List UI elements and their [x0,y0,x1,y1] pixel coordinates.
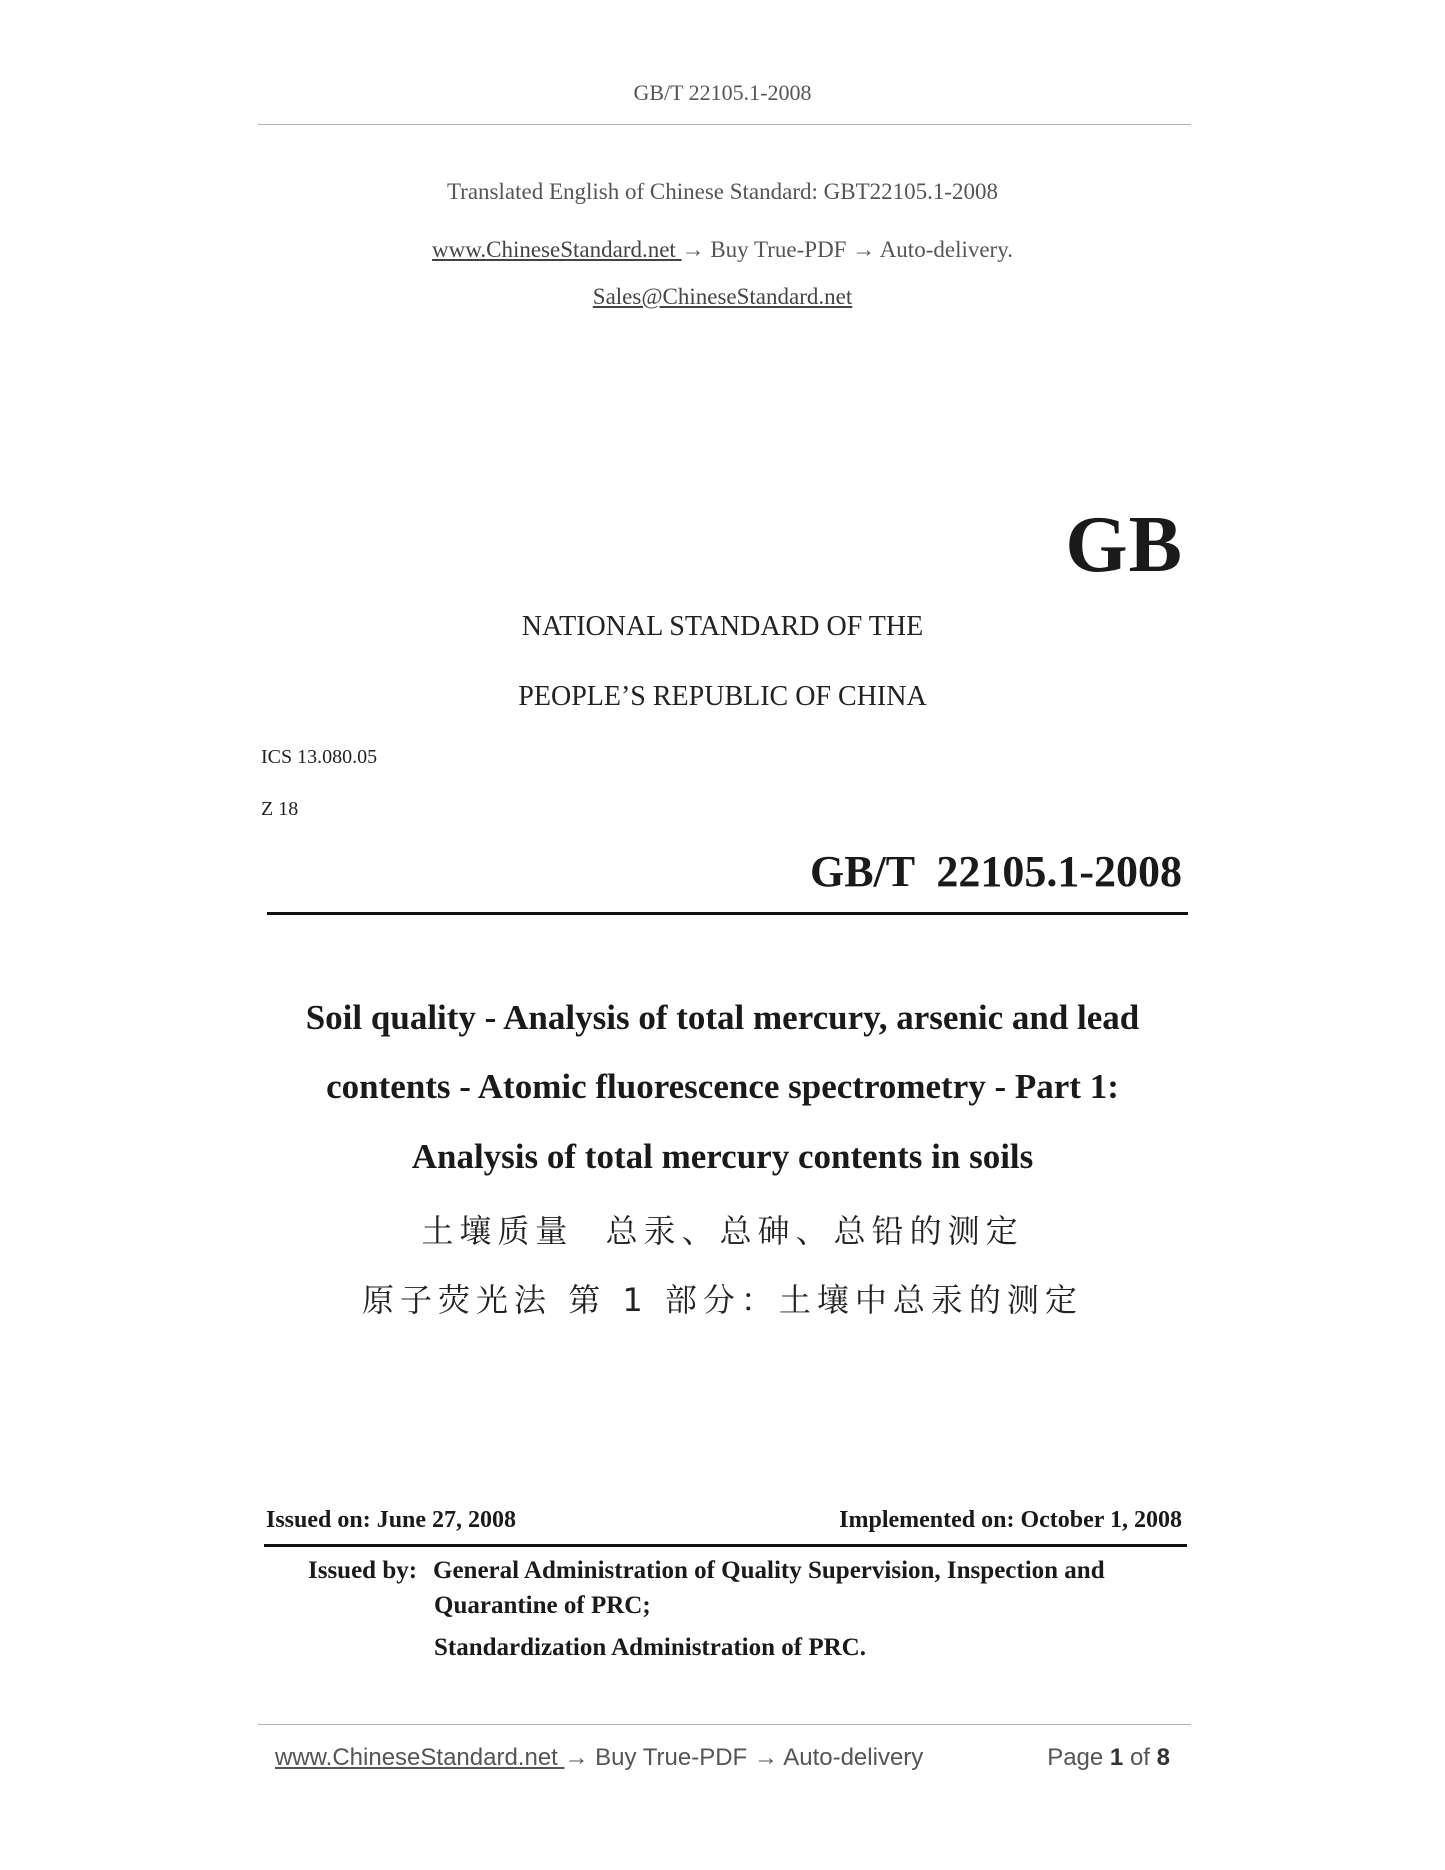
sales-email-link[interactable]: Sales@ChineseStandard.net [592,284,853,309]
purchase-line [0,237,1445,263]
buy-text: → Buy True-PDF → Auto-delivery. [681,237,1013,262]
national-standard-line2: PEOPLE’S REPUBLIC OF CHINA [518,681,927,712]
title-en-line1: Soil quality - Analysis of total mercury, arsenic and lead [305,998,1140,1037]
title-cn-line1: 土壤质量 总汞、总砷、总铅的测定 [421,1212,1024,1250]
title-en-line2: contents - Atomic fluorescence spectrometry - Part 1: [326,1067,1119,1106]
of-label: of [1129,1744,1150,1771]
dates-divider [264,1544,1187,1547]
site-link[interactable]: www.ChineseStandard.net [432,237,682,262]
title-en-line3: Analysis of total mercury contents in soils [411,1137,1034,1176]
ccs-code: Z 18 [261,798,299,820]
implemented-on-date: Implemented on: October 1, 2008 [839,1507,1182,1533]
translated-notice: Translated English of Chinese Standard: GBT22105.1-2008 [446,179,999,204]
footer-site-link[interactable]: www.ChineseStandard.net [275,1744,565,1771]
page-label: Page [1047,1744,1104,1771]
page-indicator [1047,1744,1170,1772]
footer-buy-text: → Buy True-PDF → Auto-delivery [564,1744,924,1771]
issuer-line1: General Administration of Quality Supervision, Inspection and [433,1557,1105,1584]
standard-code: GB/T 22105.1-2008 [809,847,1182,896]
header-divider [258,124,1191,125]
gb-logo: GB [1065,501,1183,589]
page-number: 1 [1109,1744,1124,1771]
issued-on-date: Issued on: June 27, 2008 [266,1507,517,1533]
issued-by-label: Issued by: [308,1557,418,1584]
issuer-line3: Standardization Administration of PRC. [434,1634,866,1661]
national-standard-line1: NATIONAL STANDARD OF THE [521,611,924,642]
title-cn-line2: 原子荧光法 第 1 部分：土壤中总汞的测定 [362,1281,1083,1319]
code-divider [267,912,1188,915]
email-line [0,284,1445,310]
page-total: 8 [1156,1744,1170,1771]
running-header: GB/T 22105.1-2008 [633,80,812,105]
footer-divider [258,1724,1191,1725]
ics-code: ICS 13.080.05 [261,746,378,768]
issuer-line2: Quarantine of PRC; [434,1592,651,1619]
footer-purchase-line [275,1744,923,1772]
